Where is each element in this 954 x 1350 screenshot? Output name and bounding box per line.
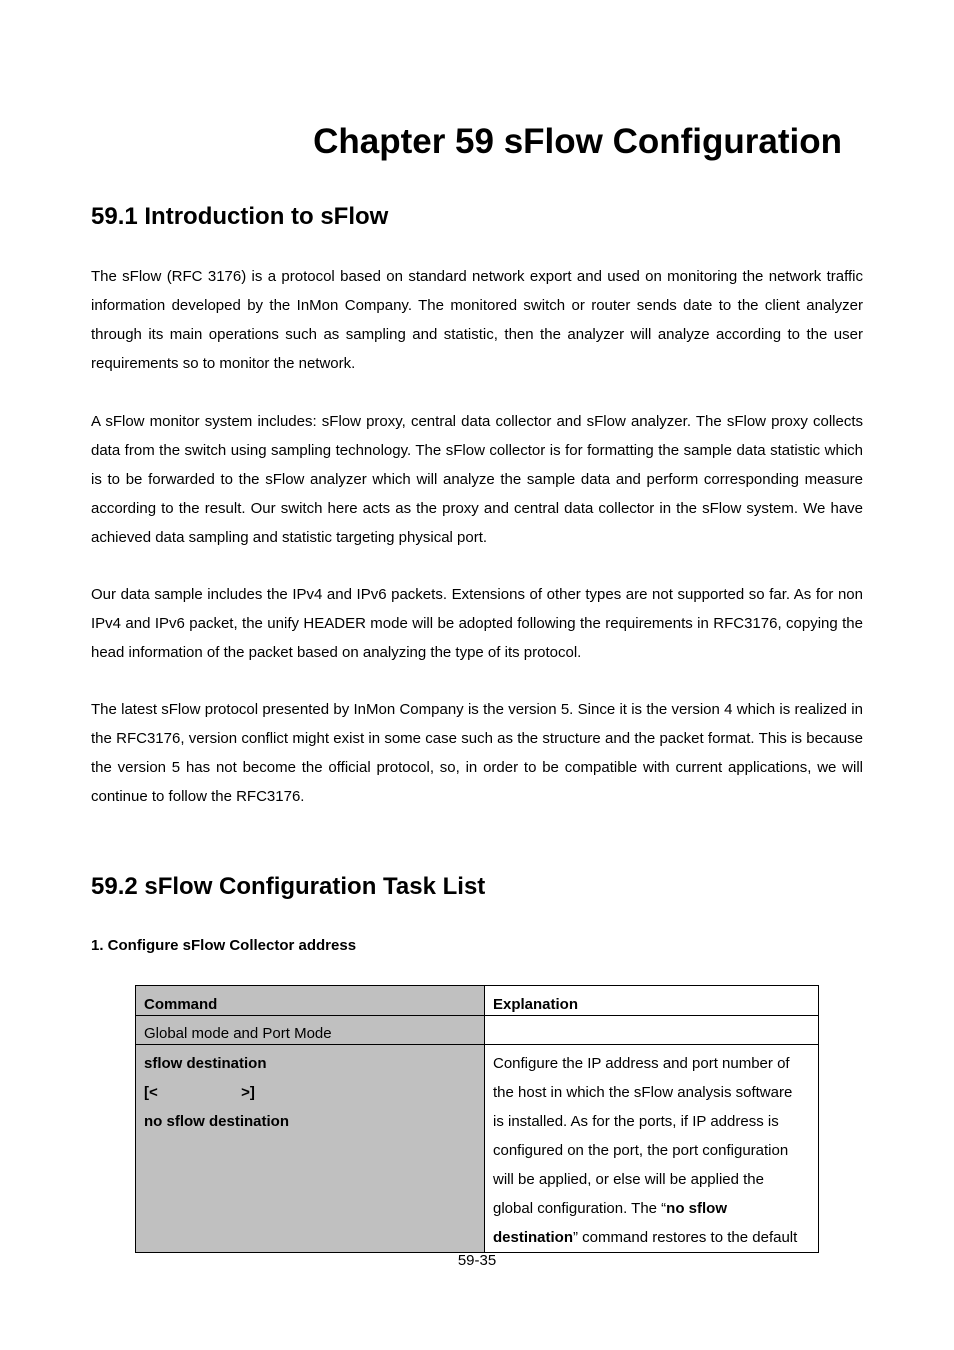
table-row — [136, 1045, 819, 1253]
explanation-command-ref: no sflow — [666, 1200, 727, 1217]
chapter-title: Chapter 59 sFlow Configuration — [313, 122, 842, 161]
explanation-line: will be applied, or else will be applied the — [493, 1171, 764, 1188]
command-sflow-destination: sflow destination — [144, 1055, 267, 1072]
table-header-row — [136, 986, 819, 1016]
table-mode-row — [136, 1016, 819, 1045]
intro-paragraph-4: The latest sFlow protocol presented by InMon Company is the version 5. Since it is the version 4 which is realized in the RFC3176, version conflict might exist in some case such as the structure and the packet format. This is because the version 5 has not become the official protocol, so, in order to be compatible with current applications, we will continue to follow the RFC3176. — [91, 701, 863, 805]
explanation-line: configured on the port, the port configuration — [493, 1142, 789, 1159]
header-command: Command — [136, 986, 485, 1016]
header-explanation: Explanation — [485, 986, 819, 1016]
command-table — [135, 985, 819, 1253]
explanation-line: Configure the IP address and port number of — [493, 1055, 790, 1072]
explanation-line: is installed. As for the ports, if IP address is — [493, 1113, 779, 1130]
intro-paragraph-3: Our data sample includes the IPv4 and IPv6 packets. Extensions of other types are not supported so far. As for non IPv4 and IPv6 packet, the unify HEADER mode will be adopted following the requirements in RFC3176, copying the head information of the packet based on analyzing the type of its protocol. — [91, 586, 863, 661]
explanation-line — [493, 1194, 810, 1223]
mode-empty-cell — [485, 1016, 819, 1045]
section-heading-introduction: 59.1 Introduction to sFlow — [91, 203, 389, 230]
explanation-line: the host in which the sFlow analysis software — [493, 1084, 793, 1101]
explanation-text: global configuration. The “ — [493, 1200, 667, 1217]
explanation-command-ref: destination — [493, 1229, 574, 1246]
explanation-line — [493, 1223, 810, 1252]
explanation-text: ” command restores to the default — [573, 1229, 798, 1246]
command-parameters: [< >] — [144, 1084, 255, 1101]
explanation-cell — [485, 1045, 819, 1253]
command-cell — [136, 1045, 485, 1253]
intro-paragraph-2: A sFlow monitor system includes: sFlow proxy, central data collector and sFlow analyzer. The sFlow proxy collects data from the switch using sampling technology. The sFlow collector is for formatting the sample data statistic which is to be forwarded to the sFlow analyzer which will analyze the sample data and perform corresponding measure according to the result. Our switch here acts as the proxy and central data collector in the sFlow system. We have achieved data sampling and statistic targeting physical port. — [91, 413, 863, 546]
command-no-sflow-destination: no sflow destination — [144, 1113, 289, 1130]
intro-paragraph-1: The sFlow (RFC 3176) is a protocol based on standard network export and used on monitoring the network traffic information developed by the InMon Company. The monitored switch or router sends date to the client analyzer through its main operations such as sampling and statistic, then the analyzer will analyze according to the user requirements so to monitor the network. — [91, 268, 863, 372]
mode-cell: Global mode and Port Mode — [136, 1016, 485, 1045]
section-heading-task-list: 59.2 sFlow Configuration Task List — [91, 873, 486, 900]
task-label: 1. Configure sFlow Collector address — [91, 937, 357, 954]
page-number: 59-35 — [457, 1252, 497, 1269]
